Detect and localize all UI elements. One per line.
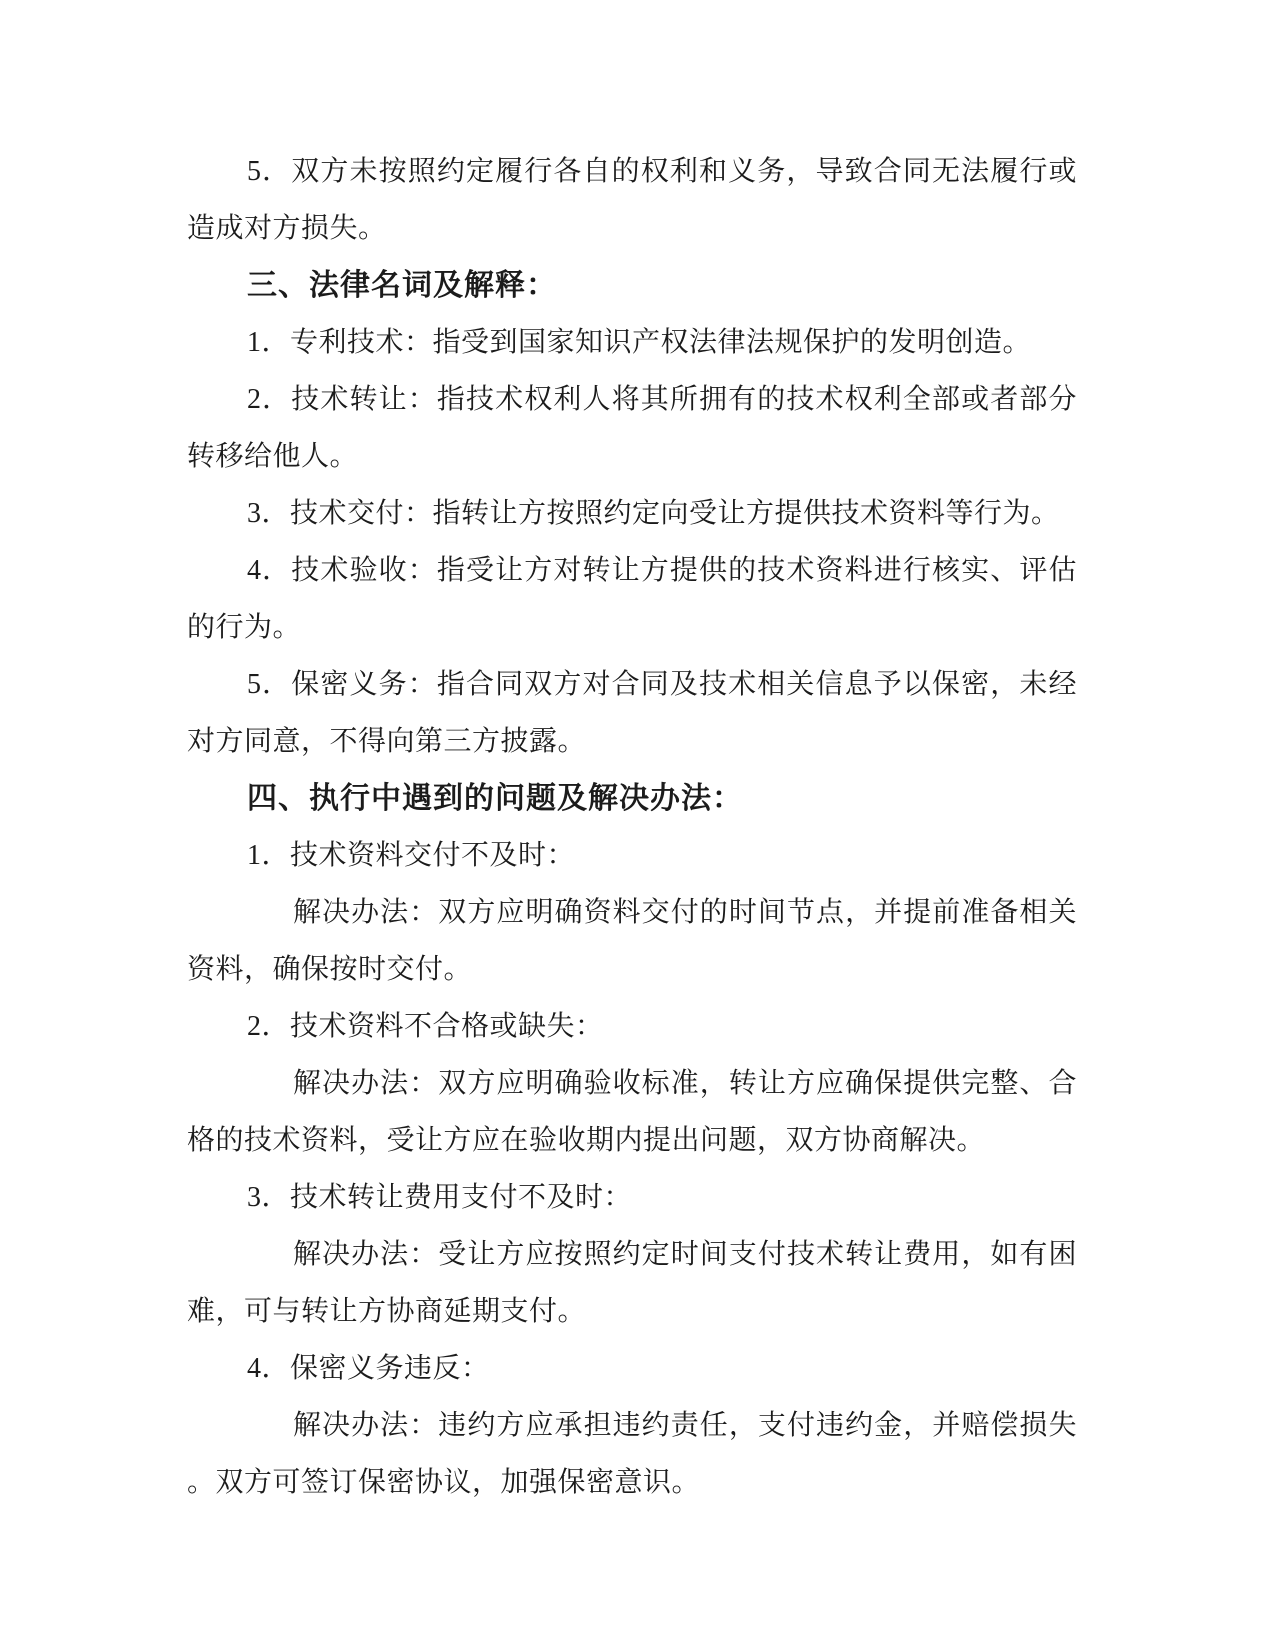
paragraph-line: 造成对方损失。 xyxy=(187,213,387,244)
paragraph-line: 4．保密义务违反： xyxy=(247,1353,490,1384)
paragraph-line: 解决办法：违约方应承担违约责任，支付违约金，并赔偿损失 xyxy=(293,1410,1077,1441)
section-heading: 四、执行中遇到的问题及解决办法： xyxy=(247,782,743,815)
paragraph-line: 解决办法：双方应明确验收标准，转让方应确保提供完整、合 xyxy=(293,1068,1077,1099)
paragraph-line: 转移给他人。 xyxy=(187,441,359,472)
paragraph-line: 2．技术资料不合格或缺失： xyxy=(247,1011,604,1042)
paragraph-line: 解决办法：双方应明确资料交付的时间节点，并提前准备相关 xyxy=(293,897,1077,928)
paragraph-line: 1．专利技术：指受到国家知识产权法律法规保护的发明创造。 xyxy=(247,327,1032,358)
paragraph-line: 对方同意，不得向第三方披露。 xyxy=(187,726,587,757)
paragraph-line: 3．技术交付：指转让方按照约定向受让方提供技术资料等行为。 xyxy=(247,498,1060,529)
paragraph-line: 难，可与转让方协商延期支付。 xyxy=(187,1296,587,1327)
paragraph-line: 3．技术转让费用支付不及时： xyxy=(247,1182,633,1213)
paragraph-line: 1．技术资料交付不及时： xyxy=(247,840,576,871)
paragraph-line: 5．双方未按照约定履行各自的权利和义务，导致合同无法履行或 xyxy=(247,156,1077,187)
document-text-block xyxy=(187,143,1077,1511)
paragraph-line: 资料，确保按时交付。 xyxy=(187,954,473,985)
paragraph-line: 解决办法：受让方应按照约定时间支付技术转让费用，如有困 xyxy=(293,1239,1077,1270)
paragraph-line: 2．技术转让：指技术权利人将其所拥有的技术权利全部或者部分 xyxy=(247,384,1077,415)
paragraph-line: 5．保密义务：指合同双方对合同及技术相关信息予以保密，未经 xyxy=(247,669,1077,700)
paragraph-line: 。双方可签订保密协议，加强保密意识。 xyxy=(187,1467,701,1498)
paragraph-line: 的行为。 xyxy=(187,612,302,643)
paragraph-line: 格的技术资料，受让方应在验收期内提出问题，双方协商解决。 xyxy=(187,1125,986,1156)
section-heading: 三、法律名词及解释： xyxy=(247,269,557,302)
paragraph-line: 4．技术验收：指受让方对转让方提供的技术资料进行核实、评估 xyxy=(247,555,1077,586)
